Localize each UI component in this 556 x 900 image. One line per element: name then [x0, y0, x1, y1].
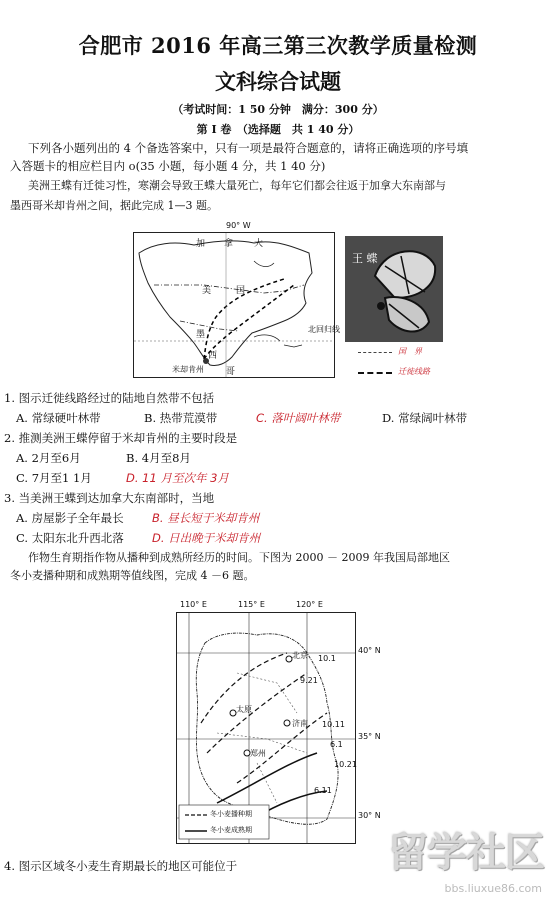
- map2-isoline-label-1: 10.1: [318, 654, 336, 663]
- map1-label-canada-3: 大: [254, 239, 264, 249]
- q3-option-b: B. 昼长短于米却肯州: [152, 511, 260, 525]
- q1-option-c: C. 落叶阔叶林带: [256, 411, 341, 425]
- map2-lat-35: 35° N: [358, 732, 381, 741]
- exam-title: 合肥市 2016 年高三第三次教学质量检测: [78, 33, 478, 58]
- q2-option-d: D. 11 月至次年 3月: [126, 471, 229, 485]
- map1-label-mexico-2: 西: [208, 351, 218, 361]
- q3-option-c: C. 太阳东北升西北落: [16, 531, 124, 545]
- map2-legend-sowing: 冬小麦播种期: [210, 810, 252, 818]
- map2-isoline-label-4: 6.1: [330, 740, 343, 749]
- map2-lat-40: 40° N: [358, 646, 381, 655]
- legend-route-line: [358, 372, 392, 374]
- map2-city-jinan: 济南: [292, 719, 308, 728]
- passage1-line-2: 墨西哥米却肯州之间，据此完成 1—3 题。: [10, 199, 218, 212]
- map2-isoline-label-2: 9.21: [300, 676, 318, 685]
- map1-label-mexico-1: 墨: [196, 330, 206, 340]
- watermark-brand: 留学社区: [388, 830, 544, 876]
- map2-isoline-label-6: 6.11: [314, 786, 332, 795]
- legend-route-label: 迁徙线路: [398, 367, 430, 376]
- passage2-line-1: 作物生育期指作物从播种到成熟所经历的时间。下图为 2000 － 2009 年我国局部地区: [28, 551, 450, 564]
- map1-label-mexico-3: 哥: [226, 367, 236, 377]
- question-1-stem: 1. 图示迁徙线路经过的陆地自然带不包括: [4, 391, 215, 405]
- q1-option-d: D. 常绿阔叶林带: [382, 411, 468, 425]
- north-america-map: [133, 232, 335, 378]
- map2-city-zhengzhou: 郑州: [250, 749, 266, 758]
- exam-info: （考试时间：1 50 分钟 满分：300 分）: [172, 103, 384, 116]
- legend-border-line: [358, 352, 392, 353]
- q3-option-a: A. 房屋影子全年最长: [16, 511, 124, 525]
- map2-city-taiyuan: 太原: [236, 705, 252, 714]
- passage2-line-2: 冬小麦播种期和成熟期等值线图，完成 4 －6 题。: [10, 569, 255, 582]
- map2-lon-115: 115° E: [238, 600, 265, 609]
- map1-label-canada-2: 拿: [224, 239, 234, 249]
- map1-label-michoacan: 米却肯州: [172, 365, 204, 374]
- question-4-stem: 4. 图示区域冬小麦生育期最长的地区可能位于: [4, 859, 238, 873]
- map2-city-beijing: 北京: [292, 651, 308, 660]
- intro-line-2: 入答题卡的相应栏目内 o(35 小题，每小题 4 分，共 1 40 分): [10, 159, 326, 173]
- north-america-map-drawing: [134, 233, 334, 377]
- map2-isoline-label-3: 10.11: [322, 720, 345, 729]
- map1-label-usa-2: 国: [236, 286, 246, 296]
- question-3-stem: 3. 当美洲王蝶到达加拿大东南部时，当地: [4, 491, 215, 505]
- map1-label-tropic: 北回归线: [308, 325, 340, 334]
- q1-option-b: B. 热带荒漠带: [144, 411, 218, 425]
- intro-line-1: 下列各小题列出的 4 个备选答案中，只有一项是最符合题意的，请将正确选项的序号填: [28, 141, 469, 155]
- q2-option-c: C. 7月至1 1月: [16, 471, 92, 485]
- map2-lon-120: 120° E: [296, 600, 323, 609]
- q2-option-a: A. 2月至6月: [16, 451, 81, 465]
- section-heading: 第 I 卷 （选择题 共 1 40 分）: [196, 123, 360, 136]
- legend-border-label: 国 界: [398, 347, 422, 356]
- q2-option-b: B. 4月至8月: [126, 451, 191, 465]
- q1-option-a: A. 常绿硬叶林带: [16, 411, 101, 425]
- map1-label-usa-1: 美: [202, 286, 212, 296]
- map1-longitude-label: 90° W: [226, 221, 251, 230]
- map2-lon-110: 110° E: [180, 600, 207, 609]
- map2-lat-30: 30° N: [358, 811, 381, 820]
- map2-isoline-label-5: 10.21: [334, 760, 357, 769]
- q3-option-d: D. 日出晚于米却肯州: [152, 531, 261, 545]
- map1-label-canada-1: 加: [196, 239, 206, 249]
- butterfly-photo-label: 王 蝶: [352, 252, 378, 265]
- watermark-url: bbs.liuxue86.com: [444, 882, 542, 895]
- exam-subtitle: 文科综合试题: [215, 69, 341, 94]
- map2-legend-mature: 冬小麦成熟期: [210, 826, 252, 834]
- passage1-line-1: 美洲王蝶有迁徙习性，寒潮会导致王蝶大量死亡，每年它们都会往返于加拿大东南部与: [28, 179, 446, 192]
- question-2-stem: 2. 推测美洲王蝶停留于米却肯州的主要时段是: [4, 431, 238, 445]
